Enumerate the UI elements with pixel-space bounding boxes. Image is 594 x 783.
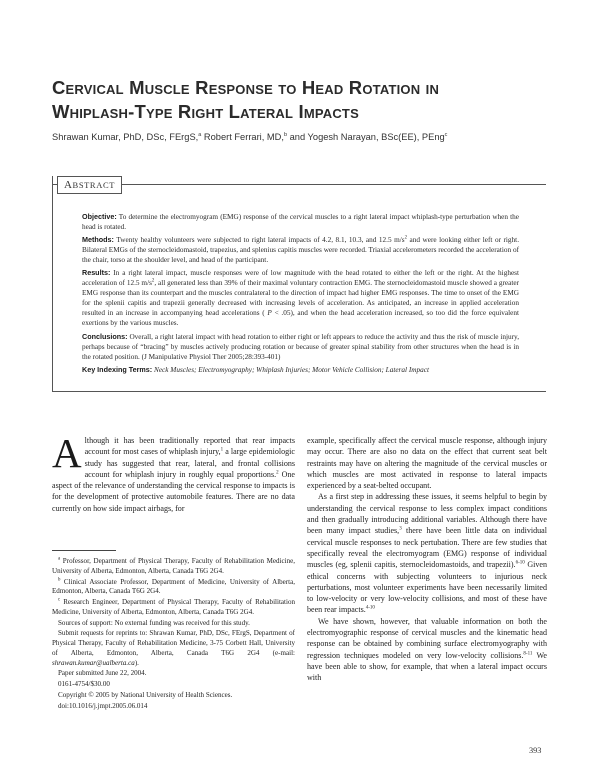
title-line-1: Cervical Muscle Response to Head Rotation in bbox=[52, 77, 440, 98]
abstract-label: ABSTRACT bbox=[57, 176, 122, 194]
page-number: 393 bbox=[529, 746, 542, 755]
paragraph-we-have-shown: We have shown, however, that valuable information on both the electromyographic response of cervical muscles and the kinematic head response can be obtained by combining surface electromyography with regression techniques modeled on very low-velocity collisions.$^{8-11}$ We have been able to show, for example, that when a lateral impact occurs with bbox=[307, 616, 547, 683]
drop-cap: A bbox=[52, 430, 82, 476]
footnote-issn: 0161-4754/$30.00 bbox=[58, 680, 110, 688]
author-2: Robert Ferrari, MD, bbox=[203, 132, 284, 143]
abstract-conclusions: Conclusions: Overall, a right lateral impact with head rotation to either right or left appears to reduce the activity and thus the risk of muscle injury, perhaps because of “bracing” by muscles actively producing rotation or because of greater spinal stability from other structures when the head is in the rotated position. (J Manipulative Physiol Ther 2005;28:393-401) bbox=[82, 331, 520, 361]
abstract-keywords: Key Indexing Terms: Neck Muscles; Electromyography; Whiplash Injuries; Motor Vehicle Collision; Lateral Impact bbox=[82, 364, 429, 374]
abstract-objective: Objective: To determine the electromyogram (EMG) response of the cervical muscles to a right lateral impact whiplash-type perturbation when the head is rotated. bbox=[82, 212, 520, 232]
body-column-left bbox=[52, 430, 295, 514]
abstract-rule bbox=[53, 184, 546, 185]
footnote-b: $^b$ Clinical Associate Professor, Department of Medicine, University of Alberta, Edmonton, Alberta, Canada T6G 2G4. bbox=[52, 577, 296, 596]
body-column-right bbox=[307, 435, 547, 684]
intro-paragraph: Although it has been traditionally reported that rear impacts account for most cases of whiplash injury,$^1$ a large epidemiologic study has suggested that rear, lateral, and frontal collisions account for whiplash injury in roughly equal proportions.$^2$ One aspect of the relevance of understanding the cervical response to impacts is for the development of protective automobile features. There are no data currently on how side impact airbags, for bbox=[52, 430, 295, 513]
footnote-a: $^a$ Professor, Department of Physical Therapy, Faculty of Rehabilitation Medicine, University of Alberta, Edmonton, Alberta, Canada T6G 2G4. bbox=[52, 556, 296, 575]
title-line-2: Whiplash-Type Right Lateral Impacts bbox=[52, 101, 359, 122]
author-1-affil: a bbox=[198, 132, 202, 138]
author-2-affil: b bbox=[283, 132, 288, 138]
footnote-divider bbox=[52, 550, 116, 551]
paragraph-continued: example, specifically affect the cervical muscle response, although injury may occur. There are also no data on the effect that current seat belt restraints may have on altering the magnitude of the cervical muscles or which muscles are most activated in response to lateral impacts experienced by a seat-belted occupant. bbox=[307, 436, 547, 491]
footnote-support: Sources of support: No external funding was received for this study. bbox=[58, 618, 250, 627]
footnotes bbox=[52, 557, 295, 712]
paragraph-first-step: As a first step in addressing these issues, it seems helpful to begin by understanding the cervical response to less complex impact conditions and then gradually introducing additional variables. Although there have been many impact studies,$^3$ there have been little data on individual cervical muscle responses to neck pertubation. There are few studies that specifically reveal the electromyogram (EMG) response of individual muscles (eg, splenii capitis, sternocleidomastoids, and trapezii).$^{6-10}$ Given ethical concerns with subjecting volunteers to injurious neck perturbations, most volunteer experiments have been necessarily limited to low-velocity or very low-velocity collisions, and most of these have been rear impacts.$^{4-10}$ bbox=[307, 492, 548, 615]
abstract-results: Results: In a right lateral impact, muscle responses were of low magnitude with the head rotated to either the left or the right. At the highest acceleration of 12.5 $m/s^2$, all generated less than 39% of their maximal voluntary contraction EMG. The sternocleidomastoid muscle showed a greater EMG response than its counterpart and the muscles contralateral to the direction of impact had higher EMG responses. The time to onset of the EMG for the splenii capitis and trapezii generally decreased with increasing levels of acceleration. As anticipated, an increase in applied acceleration resulted in an increase in accompanying head accelerations ( P < .05), and when the head acceleration increased, so too did the force equivalent exertions by the various muscles. bbox=[82, 268, 520, 328]
author-3-affil: c bbox=[444, 132, 448, 138]
author-3: and Yogesh Narayan, BSc(EE), PEng bbox=[289, 132, 445, 143]
footnote-doi: doi:10.1016/j.jmpt.2005.06.014 bbox=[58, 701, 148, 710]
footnote-c: $^c$ Research Engineer, Department of Physical Therapy, Faculty of Rehabilitation Medicine, University of Alberta, Edmonton, Alberta, Canada T6G 2G4. bbox=[52, 597, 295, 616]
author-list bbox=[52, 129, 552, 143]
footnote-copyright: Copyright © 2005 by National University of Health Sciences. bbox=[58, 690, 233, 699]
article-title bbox=[52, 76, 552, 124]
abstract-body bbox=[82, 212, 519, 378]
footnote-submitted: Paper submitted June 22, 2004. bbox=[58, 669, 147, 678]
reprint-email-link[interactable]: shrawan.kumar@ualberta.ca bbox=[52, 658, 135, 667]
footnote-reprints: Submit requests for reprints to: Shrawan Kumar, PhD, DSc, FErgS, Department of Physical Therapy, Faculty of Rehabilitation Medicine, 3-75 Corbett Hall, University of Alberta, Edmonton, Alberta, Canada T6G 2G4 (e-mail: shrawan.kumar@ualberta.ca). bbox=[52, 629, 295, 667]
author-1: Shrawan Kumar, PhD, DSc, FErgS, bbox=[52, 132, 199, 143]
abstract-methods: Methods: Twenty healthy volunteers were subjected to right lateral impacts of 4.2, 8.1, 10.3, and 12.5 $m/s^2$ and were looking either left or right. Bilateral EMGs of the sternocleidomastoid, trapezius, and splenius capitis muscles were recorded. Triaxial accelerometers recorded the acceleration of the chair, torso at the shoulder level, and head of the participant. bbox=[82, 235, 520, 265]
